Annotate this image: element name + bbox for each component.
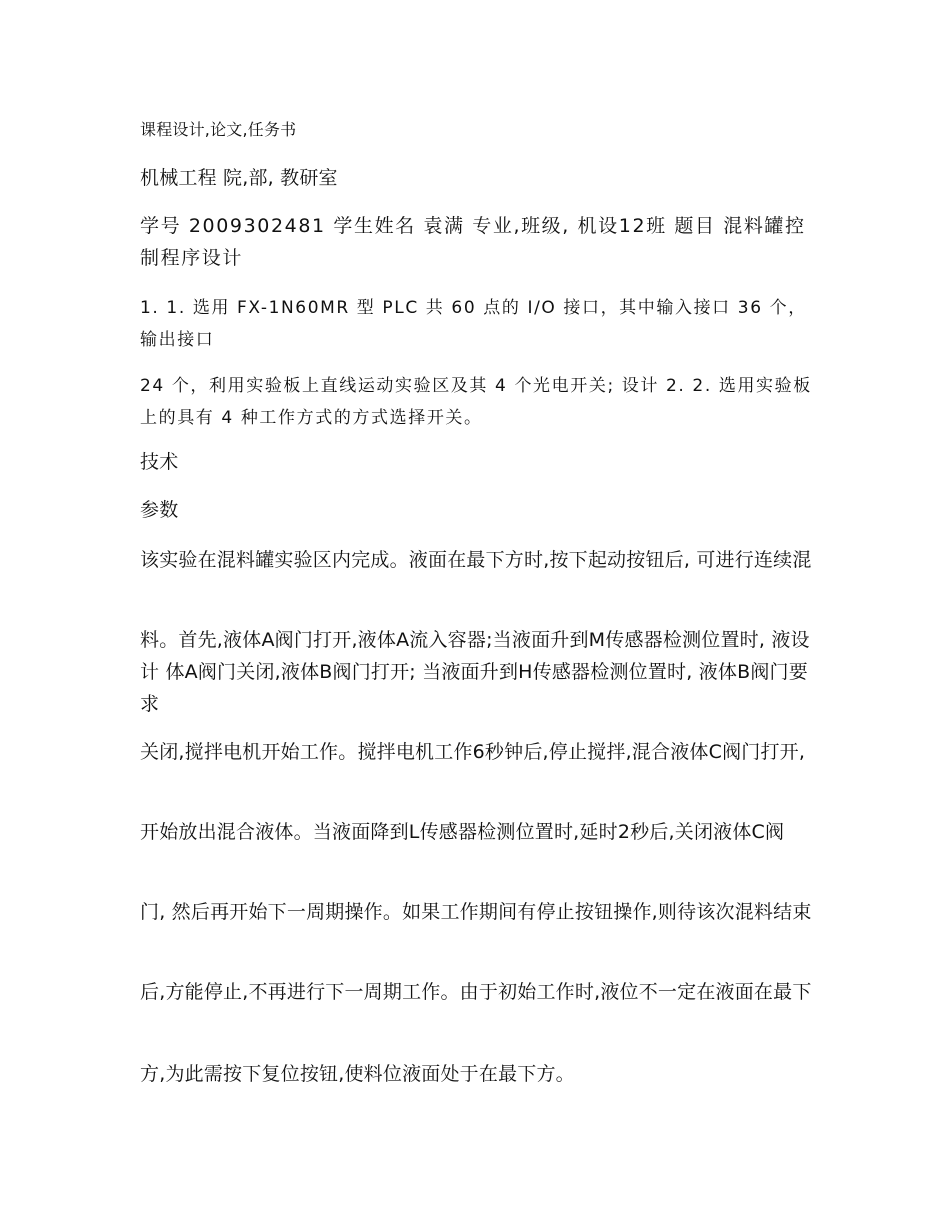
body-paragraph-4: 开始放出混合液体。当液面降到L传感器检测位置时,延时2秒后,关闭液体C阀 xyxy=(140,821,785,843)
body-paragraph-3: 关闭,搅拌电机开始工作。搅拌电机工作6秒钟后,停止搅拌,混合液体C阀门打开, xyxy=(140,741,806,763)
body-paragraph-1: 该实验在混料罐实验区内完成。液面在最下方时,按下起动按钮后, 可进行连续混 xyxy=(140,549,812,571)
document-page xyxy=(140,0,812,1230)
section-label-parameters: 参数 xyxy=(140,499,179,521)
student-info-paragraph: 学号 2009302481 学生姓名 袁满 专业,班级, 机设12班 题目 混料罐控制程序设计 xyxy=(140,215,806,269)
section-label-technology: 技术 xyxy=(140,451,179,473)
requirement-paragraph-2: 24 个，利用实验板上直线运动实验区及其 4 个光电开关; 设计 2. 2. 选用实验板上的具有 4 种工作方式的方式选择开关。 xyxy=(140,376,812,428)
body-paragraph-7: 方,为此需按下复位按钮,使料位液面处于在最下方。 xyxy=(140,1063,575,1085)
requirement-paragraph-1: 1. 1. 选用 FX-1N60MR 型 PLC 共 60 点的 I/O 接口，其中输入接口 36 个，输出接口 xyxy=(140,298,807,350)
doc-header-title: 课程设计,论文,任务书 xyxy=(140,120,297,139)
body-paragraph-2: 料。首先,液体A阀门打开,液体A流入容器;当液面升到M传感器检测位置时, 液设计 体A阀门关闭,液体B阀门打开; 当液面升到H传感器检测位置时, 液体B阀门要求 xyxy=(140,629,810,715)
body-paragraph-6: 后,方能停止,不再进行下一周期工作。由于初始工作时,液位不一定在液面在最下 xyxy=(140,981,812,1003)
body-paragraph-5: 门, 然后再开始下一周期操作。如果工作期间有停止按钮操作,则待该次混料结束 xyxy=(140,901,812,923)
department-line: 机械工程 院,部, 教研室 xyxy=(140,167,338,189)
